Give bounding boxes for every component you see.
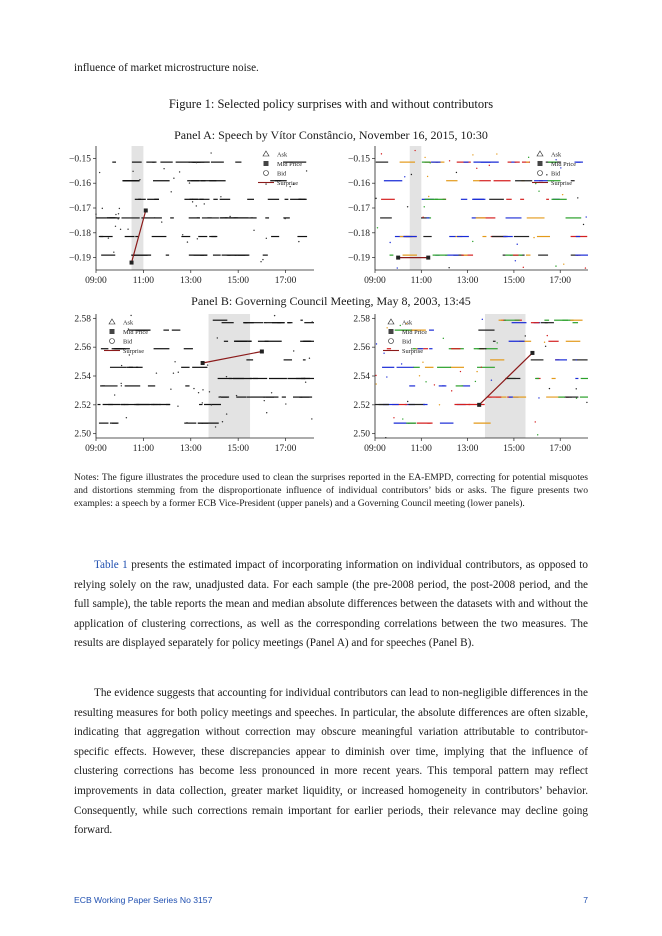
- quote-point: [226, 413, 227, 414]
- quote-point: [424, 157, 425, 158]
- quote-point: [262, 259, 263, 260]
- legend-ask-icon: [109, 319, 115, 324]
- quote-point: [411, 174, 412, 175]
- quote-point: [538, 191, 539, 192]
- quote-point: [189, 182, 190, 183]
- legend-label: Surprise: [551, 180, 572, 187]
- x-tick-label: 17:00: [549, 276, 572, 286]
- quote-point: [434, 384, 435, 385]
- quote-point: [402, 418, 403, 419]
- quote-point: [312, 321, 313, 322]
- quote-point: [207, 364, 208, 365]
- figure-notes: Notes: The figure illustrates the procedure used to clean the surprises reported in the EA-EMPD, correcting for potential misquotes and distortions stemming from the disproportionate influence of individual contributors’ bids or asks. The figure presents two examples: a speech by a former ECB Vice-President (upper panels) and a Governing Council meeting (lower panels).: [74, 472, 588, 509]
- quote-point: [456, 172, 457, 173]
- x-tick-label: 15:00: [227, 444, 249, 454]
- quote-point: [210, 152, 211, 153]
- quote-point: [298, 241, 299, 242]
- quote-point: [118, 218, 119, 219]
- quote-point: [476, 168, 477, 169]
- quote-point: [401, 363, 402, 364]
- x-tick-label: 15:00: [503, 444, 525, 454]
- quote-point: [538, 397, 539, 398]
- quote-point: [192, 201, 193, 202]
- quote-point: [127, 228, 128, 229]
- quote-point: [586, 402, 587, 403]
- legend-label: Ask: [551, 151, 562, 159]
- quote-point: [171, 191, 172, 192]
- quote-point: [430, 162, 431, 163]
- legend-bid-icon: [389, 339, 394, 344]
- quote-point: [422, 362, 423, 363]
- quote-point: [389, 242, 390, 243]
- quote-point: [121, 383, 122, 384]
- legend-bid-icon: [538, 171, 543, 176]
- legend-mid-icon: [538, 161, 543, 166]
- quote-point: [491, 379, 492, 380]
- event-window-shade: [132, 146, 144, 270]
- quote-point: [253, 230, 254, 231]
- quote-point: [576, 388, 577, 389]
- x-tick-label: 11:00: [410, 444, 432, 454]
- quote-point: [121, 365, 122, 366]
- quote-point: [535, 183, 536, 184]
- quote-point: [376, 383, 377, 384]
- quote-point: [121, 385, 122, 386]
- quote-point: [266, 412, 267, 413]
- quote-point: [209, 391, 210, 392]
- quote-point: [535, 421, 536, 422]
- x-tick-label: 15:00: [503, 276, 525, 286]
- quote-point: [115, 226, 116, 227]
- quote-point: [546, 174, 547, 175]
- panel-a-title: Panel A: Speech by Vítor Constâncio, November 16, 2015, 10:30: [174, 128, 488, 142]
- quote-point: [407, 401, 408, 402]
- quote-point: [425, 381, 426, 382]
- quote-point: [163, 168, 164, 169]
- quote-point: [236, 395, 237, 396]
- quote-point: [179, 171, 180, 172]
- y-tick-label: 2.52: [353, 400, 370, 411]
- surprise-start-marker: [396, 256, 400, 260]
- quote-point: [156, 372, 157, 373]
- quote-point: [393, 417, 394, 418]
- x-tick-label: 17:00: [549, 444, 572, 454]
- quote-point: [377, 227, 378, 228]
- quote-point: [196, 162, 197, 163]
- quote-point: [120, 229, 121, 230]
- quote-point: [443, 338, 444, 339]
- quote-point: [414, 150, 415, 151]
- quote-point: [173, 178, 174, 179]
- quote-point: [293, 350, 294, 351]
- y-tick-label: −0.16: [348, 179, 370, 190]
- quote-point: [451, 390, 452, 391]
- table-1-link[interactable]: Table 1: [94, 559, 128, 571]
- y-tick-label: 2.56: [74, 343, 91, 354]
- quote-point: [193, 388, 194, 389]
- quote-point: [424, 206, 425, 207]
- quote-point: [523, 267, 524, 268]
- quote-point: [202, 389, 203, 390]
- quote-point: [386, 376, 387, 377]
- quote-point: [545, 346, 546, 347]
- y-tick-label: −0.19: [69, 253, 91, 264]
- y-tick-label: −0.15: [69, 154, 91, 165]
- quote-point: [198, 392, 199, 393]
- top-line: influence of market microstructure noise.: [74, 62, 259, 74]
- quote-point: [187, 241, 188, 242]
- legend-label: Surprise: [123, 348, 144, 355]
- quote-point: [562, 194, 563, 195]
- quote-point: [284, 218, 285, 219]
- quote-point: [449, 160, 450, 161]
- surprise-end-marker: [144, 208, 148, 212]
- quote-point: [204, 203, 205, 204]
- quote-point: [428, 196, 429, 197]
- legend-bid-icon: [264, 171, 269, 176]
- quote-point: [496, 153, 497, 154]
- surprise-end-marker: [426, 256, 430, 260]
- quote-point: [544, 342, 545, 343]
- y-tick-label: 2.54: [353, 372, 370, 382]
- quote-point: [407, 206, 408, 207]
- quote-point: [517, 244, 518, 245]
- legend-label: Mid Price: [402, 329, 428, 336]
- y-tick-label: 2.50: [353, 429, 370, 440]
- quote-point: [576, 359, 577, 360]
- quote-point: [472, 241, 473, 242]
- y-tick-label: 2.50: [74, 429, 91, 440]
- surprise-end-marker: [530, 351, 534, 355]
- quote-point: [170, 389, 171, 390]
- quote-point: [306, 170, 307, 171]
- event-window-shade: [485, 314, 526, 438]
- legend-label: Ask: [277, 151, 288, 159]
- quote-point: [383, 352, 384, 353]
- surprise-start-marker: [201, 361, 205, 365]
- quote-point: [375, 198, 376, 199]
- x-tick-label: 13:00: [179, 444, 202, 454]
- y-tick-label: 2.58: [74, 314, 91, 325]
- legend-label: Mid Price: [123, 329, 149, 336]
- quote-point: [381, 153, 382, 154]
- quote-point: [114, 394, 115, 395]
- quote-point: [247, 340, 248, 341]
- quote-point: [178, 372, 179, 373]
- legend-label: Surprise: [402, 348, 423, 355]
- quote-point: [266, 238, 267, 239]
- x-tick-label: 09:00: [364, 444, 386, 454]
- quote-point: [196, 205, 197, 206]
- surprise-end-marker: [260, 349, 264, 353]
- paragraph-1: [74, 556, 588, 654]
- quote-point: [226, 376, 227, 377]
- legend-label: Bid: [402, 338, 412, 346]
- quote-point: [555, 265, 556, 266]
- quote-point: [217, 337, 218, 338]
- panel-b-title: Panel B: Governing Council Meeting, May 8, 2003, 13:45: [191, 294, 471, 308]
- y-tick-label: −0.16: [69, 179, 91, 190]
- x-tick-label: 15:00: [227, 276, 249, 286]
- y-tick-label: 2.52: [74, 400, 91, 411]
- quote-point: [186, 422, 187, 423]
- quote-point: [108, 237, 109, 238]
- figure-title: Figure 1: Selected policy surprises with and without contributors: [168, 97, 494, 111]
- legend-label: Ask: [402, 319, 413, 327]
- quote-point: [533, 237, 534, 238]
- quote-point: [404, 176, 405, 177]
- quote-point: [311, 418, 312, 419]
- quote-point: [419, 375, 420, 376]
- x-tick-label: 13:00: [179, 276, 202, 286]
- quote-point: [219, 396, 220, 397]
- x-tick-label: 09:00: [85, 276, 107, 286]
- quote-point: [115, 214, 116, 215]
- quote-point: [95, 213, 96, 214]
- y-tick-label: −0.19: [348, 253, 370, 264]
- quote-point: [211, 404, 212, 405]
- quote-point: [119, 208, 120, 209]
- page-number: 7: [583, 895, 588, 905]
- event-window-shade: [209, 314, 250, 438]
- x-tick-label: 11:00: [132, 276, 155, 286]
- x-tick-label: 13:00: [456, 444, 479, 454]
- quote-point: [585, 216, 586, 217]
- quote-point: [577, 197, 578, 198]
- legend-ask-icon: [537, 151, 543, 156]
- quote-point: [132, 171, 133, 172]
- y-tick-label: −0.15: [348, 154, 370, 165]
- quote-point: [161, 221, 162, 222]
- quote-point: [271, 392, 272, 393]
- quote-point: [583, 224, 584, 225]
- quote-point: [576, 398, 577, 399]
- x-tick-label: 17:00: [274, 444, 297, 454]
- y-tick-label: −0.18: [69, 228, 91, 239]
- x-tick-label: 09:00: [85, 444, 107, 454]
- quote-point: [397, 267, 398, 268]
- paragraph-2: The evidence suggests that accounting for individual contributors can lead to non-negligible differences in the resulting measures for both policy meetings and speeches. In particular, the absolute differences are often sizable, indicating that aggregation without correction may obscure meaningful variation attributable to contributor-specific effects. However, these discrepancies appear to diminish over time, implying that the influence of clustering corrections has become less pronounced in more recent years. This temporal pattern may reflect improvements in data collection, greater market liquidity, or increased homogeneity in contributors’ behavior. Consequently, while such corrections remain important for earlier periods, their relevance may decline going forward.: [74, 687, 588, 837]
- quote-point: [460, 371, 461, 372]
- y-tick-label: −0.17: [348, 204, 370, 214]
- surprise-start-marker: [130, 261, 134, 265]
- quote-point: [525, 335, 526, 336]
- quote-point: [197, 238, 198, 239]
- quote-point: [264, 400, 265, 401]
- quote-point: [489, 165, 490, 166]
- legend-label: Bid: [551, 170, 561, 178]
- quote-point: [476, 371, 477, 372]
- quote-point: [547, 335, 548, 336]
- quote-point: [422, 217, 423, 218]
- quote-point: [427, 176, 428, 177]
- surprise-start-marker: [477, 403, 481, 407]
- quote-point: [260, 261, 261, 262]
- quote-point: [448, 267, 449, 268]
- quote-point: [102, 208, 103, 209]
- quote-point: [496, 342, 497, 343]
- y-tick-label: 2.58: [353, 314, 370, 325]
- quote-point: [376, 343, 377, 344]
- legend-label: Bid: [123, 338, 133, 346]
- legend-label: Bid: [277, 170, 287, 178]
- legend-label: Mid Price: [551, 161, 577, 168]
- quote-point: [482, 319, 483, 320]
- y-tick-label: 2.54: [74, 372, 91, 382]
- quote-point: [215, 426, 216, 427]
- y-tick-label: 2.56: [353, 343, 370, 354]
- quote-point: [375, 375, 376, 376]
- quote-point: [99, 172, 100, 173]
- y-tick-label: −0.18: [348, 228, 370, 239]
- quote-point: [309, 358, 310, 359]
- quote-point: [400, 325, 401, 326]
- quote-point: [113, 251, 114, 252]
- paragraph-1-text: presents the estimated impact of incorporating information on individual contributors, as opposed to relying solely on the raw, unadjusted data. For each sample (the pre-2008 period, the post-2008 period, and the full sample), the table reports the mean and median absolute differences between the datasets with and without the application of clustering corrections, as well as the corresponding correlations between the two measures. The results are displayed separately for policy meetings (Panel A) and for speeches (Panel B).: [74, 559, 588, 650]
- quote-point: [274, 315, 275, 316]
- quote-point: [265, 183, 266, 184]
- quote-point: [173, 373, 174, 374]
- x-tick-label: 11:00: [410, 276, 432, 286]
- quote-point: [563, 263, 564, 264]
- quote-point: [439, 404, 440, 405]
- quote-point: [229, 216, 230, 217]
- x-tick-label: 17:00: [274, 276, 297, 286]
- quote-point: [472, 154, 473, 155]
- quote-point: [537, 434, 538, 435]
- quote-point: [174, 361, 175, 362]
- quote-point: [118, 213, 119, 214]
- legend-label: Surprise: [277, 180, 298, 187]
- quote-point: [385, 437, 386, 438]
- quote-point: [386, 327, 387, 328]
- quote-point: [182, 234, 183, 235]
- x-tick-label: 13:00: [456, 276, 479, 286]
- legend-ask-icon: [388, 319, 394, 324]
- legend-mid-icon: [110, 329, 115, 334]
- event-window-shade: [410, 146, 422, 270]
- quote-point: [285, 403, 286, 404]
- legend-label: Mid Price: [277, 161, 303, 168]
- legend-mid-icon: [264, 161, 269, 166]
- x-tick-label: 09:00: [364, 276, 386, 286]
- quote-point: [481, 366, 482, 367]
- y-tick-label: −0.17: [69, 204, 91, 214]
- legend-bid-icon: [110, 339, 115, 344]
- legend-label: Ask: [123, 319, 134, 327]
- x-tick-label: 11:00: [132, 444, 155, 454]
- quote-point: [130, 315, 131, 316]
- quote-point: [585, 267, 586, 268]
- quote-point: [177, 405, 178, 406]
- legend-mid-icon: [389, 329, 394, 334]
- quote-point: [139, 179, 140, 180]
- footer-series: ECB Working Paper Series No 3157: [74, 895, 213, 905]
- quote-point: [305, 382, 306, 383]
- quote-point: [475, 381, 476, 382]
- quote-point: [222, 421, 223, 422]
- quote-point: [126, 417, 127, 418]
- legend-ask-icon: [263, 151, 269, 156]
- quote-point: [515, 260, 516, 261]
- quote-point: [202, 402, 203, 403]
- quote-point: [220, 196, 221, 197]
- quote-point: [549, 388, 550, 389]
- quote-point: [528, 157, 529, 158]
